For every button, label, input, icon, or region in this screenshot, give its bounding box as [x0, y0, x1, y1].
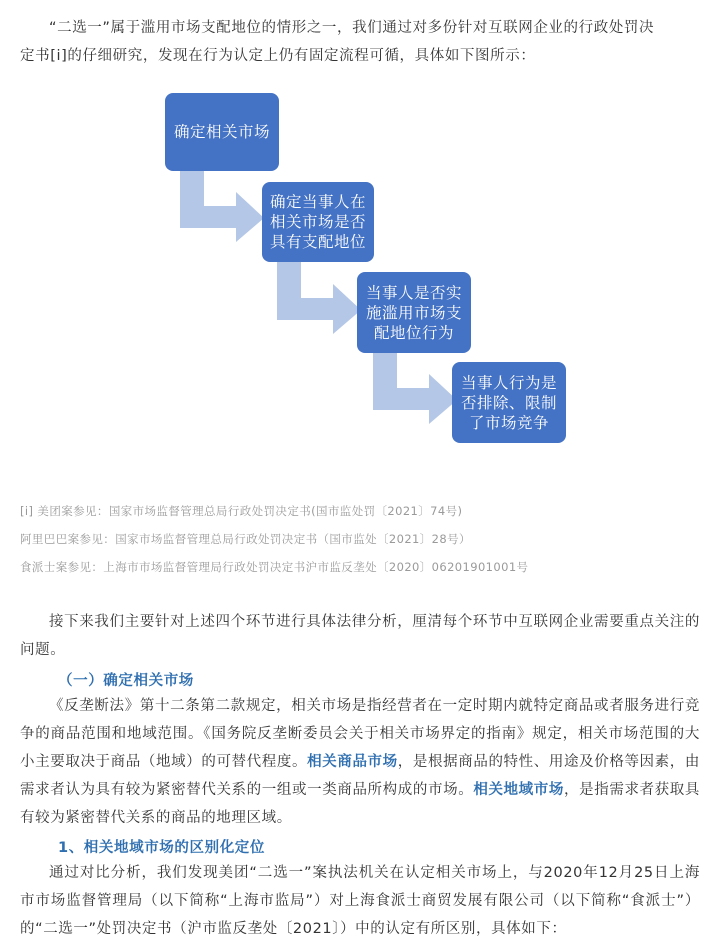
subsection-heading-geographic-market: 1、相关地域市场的区别化定位	[58, 840, 265, 856]
flow-step-1-label: 确定相关市场	[173, 123, 270, 141]
flow-step-4-label: 当事人行为是否排除、限制了市场竞争	[460, 373, 557, 432]
footnote-1: [i] 美团案参见：国家市场监督管理总局行政处罚决定书(国市监处罚〔2021〕74号)	[20, 504, 463, 518]
relevant-market-text-3: ，是指需求者获取具有较为紧密替代关系的商品的地理区域。	[20, 782, 700, 826]
footnote-3: 食派士案参见：上海市市场监督管理局行政处罚决定书沪市监反垄处〔2020〕06201901001号	[20, 560, 529, 574]
relevant-market-paragraph	[20, 692, 700, 832]
comparison-paragraph: 通过对比分析，我们发现美团“二选一”案执法机关在认定相关市场上，与2020年12月25日上海市市场监督管理局（以下简称“上海市监局”）对上海食派士商贸发展有限公司（以下简称“食派士”）的“二选一”处罚决定书（沪市监反垄处〔2021〕）中的认定有所区别，具体如下：	[20, 865, 700, 937]
relevant-market-text-2: ，是根据商品的特性、用途及价格等因素，由需求者认为具有较为紧密替代关系的一组或一类商品所构成的市场。	[20, 754, 700, 798]
flow-arrow-2	[273, 262, 365, 334]
flow-step-3-label: 当事人是否实施滥用市场支配地位行为	[365, 283, 462, 342]
flow-step-2	[262, 182, 374, 262]
footnote-2: 阿里巴巴案参见：国家市场监督管理总局行政处罚决定书（国市监处〔2021〕28号）	[20, 532, 471, 546]
flow-arrow-3	[369, 352, 461, 424]
analysis-intro-paragraph: 接下来我们主要针对上述四个环节进行具体法律分析，厘清每个环节中互联网企业需要重点关注的问题。	[20, 614, 700, 658]
flow-step-4	[452, 362, 566, 443]
intro-line-1: “二选一”属于滥用市场支配地位的情形之一，我们通过对多份针对互联网企业的行政处罚决	[49, 20, 655, 36]
geographic-market-term: 相关地域市场	[473, 782, 564, 798]
relevant-market-text-1: 《反垄断法》第十二条第二款规定，相关市场是指经营者在一定时期内就特定商品或者服务进行竞争的商品范围和地域范围。《国务院反垄断委员会关于相关市场界定的指南》规定，相关市场范围的大小主要取决于商品（地域）的可替代程度。	[20, 698, 700, 770]
flow-step-1	[165, 93, 279, 171]
intro-paragraph	[20, 14, 700, 70]
product-market-term: 相关商品市场	[307, 754, 398, 770]
section-heading-relevant-market: （一）确定相关市场	[58, 673, 194, 689]
flow-arrow-1	[176, 170, 268, 242]
flow-step-2-label: 确定当事人在相关市场是否具有支配地位	[270, 193, 367, 251]
flow-step-3	[357, 272, 471, 353]
intro-line-2: 定书[i]的仔细研究，发现在行为认定上仍有固定流程可循，具体如下图所示：	[20, 48, 536, 64]
